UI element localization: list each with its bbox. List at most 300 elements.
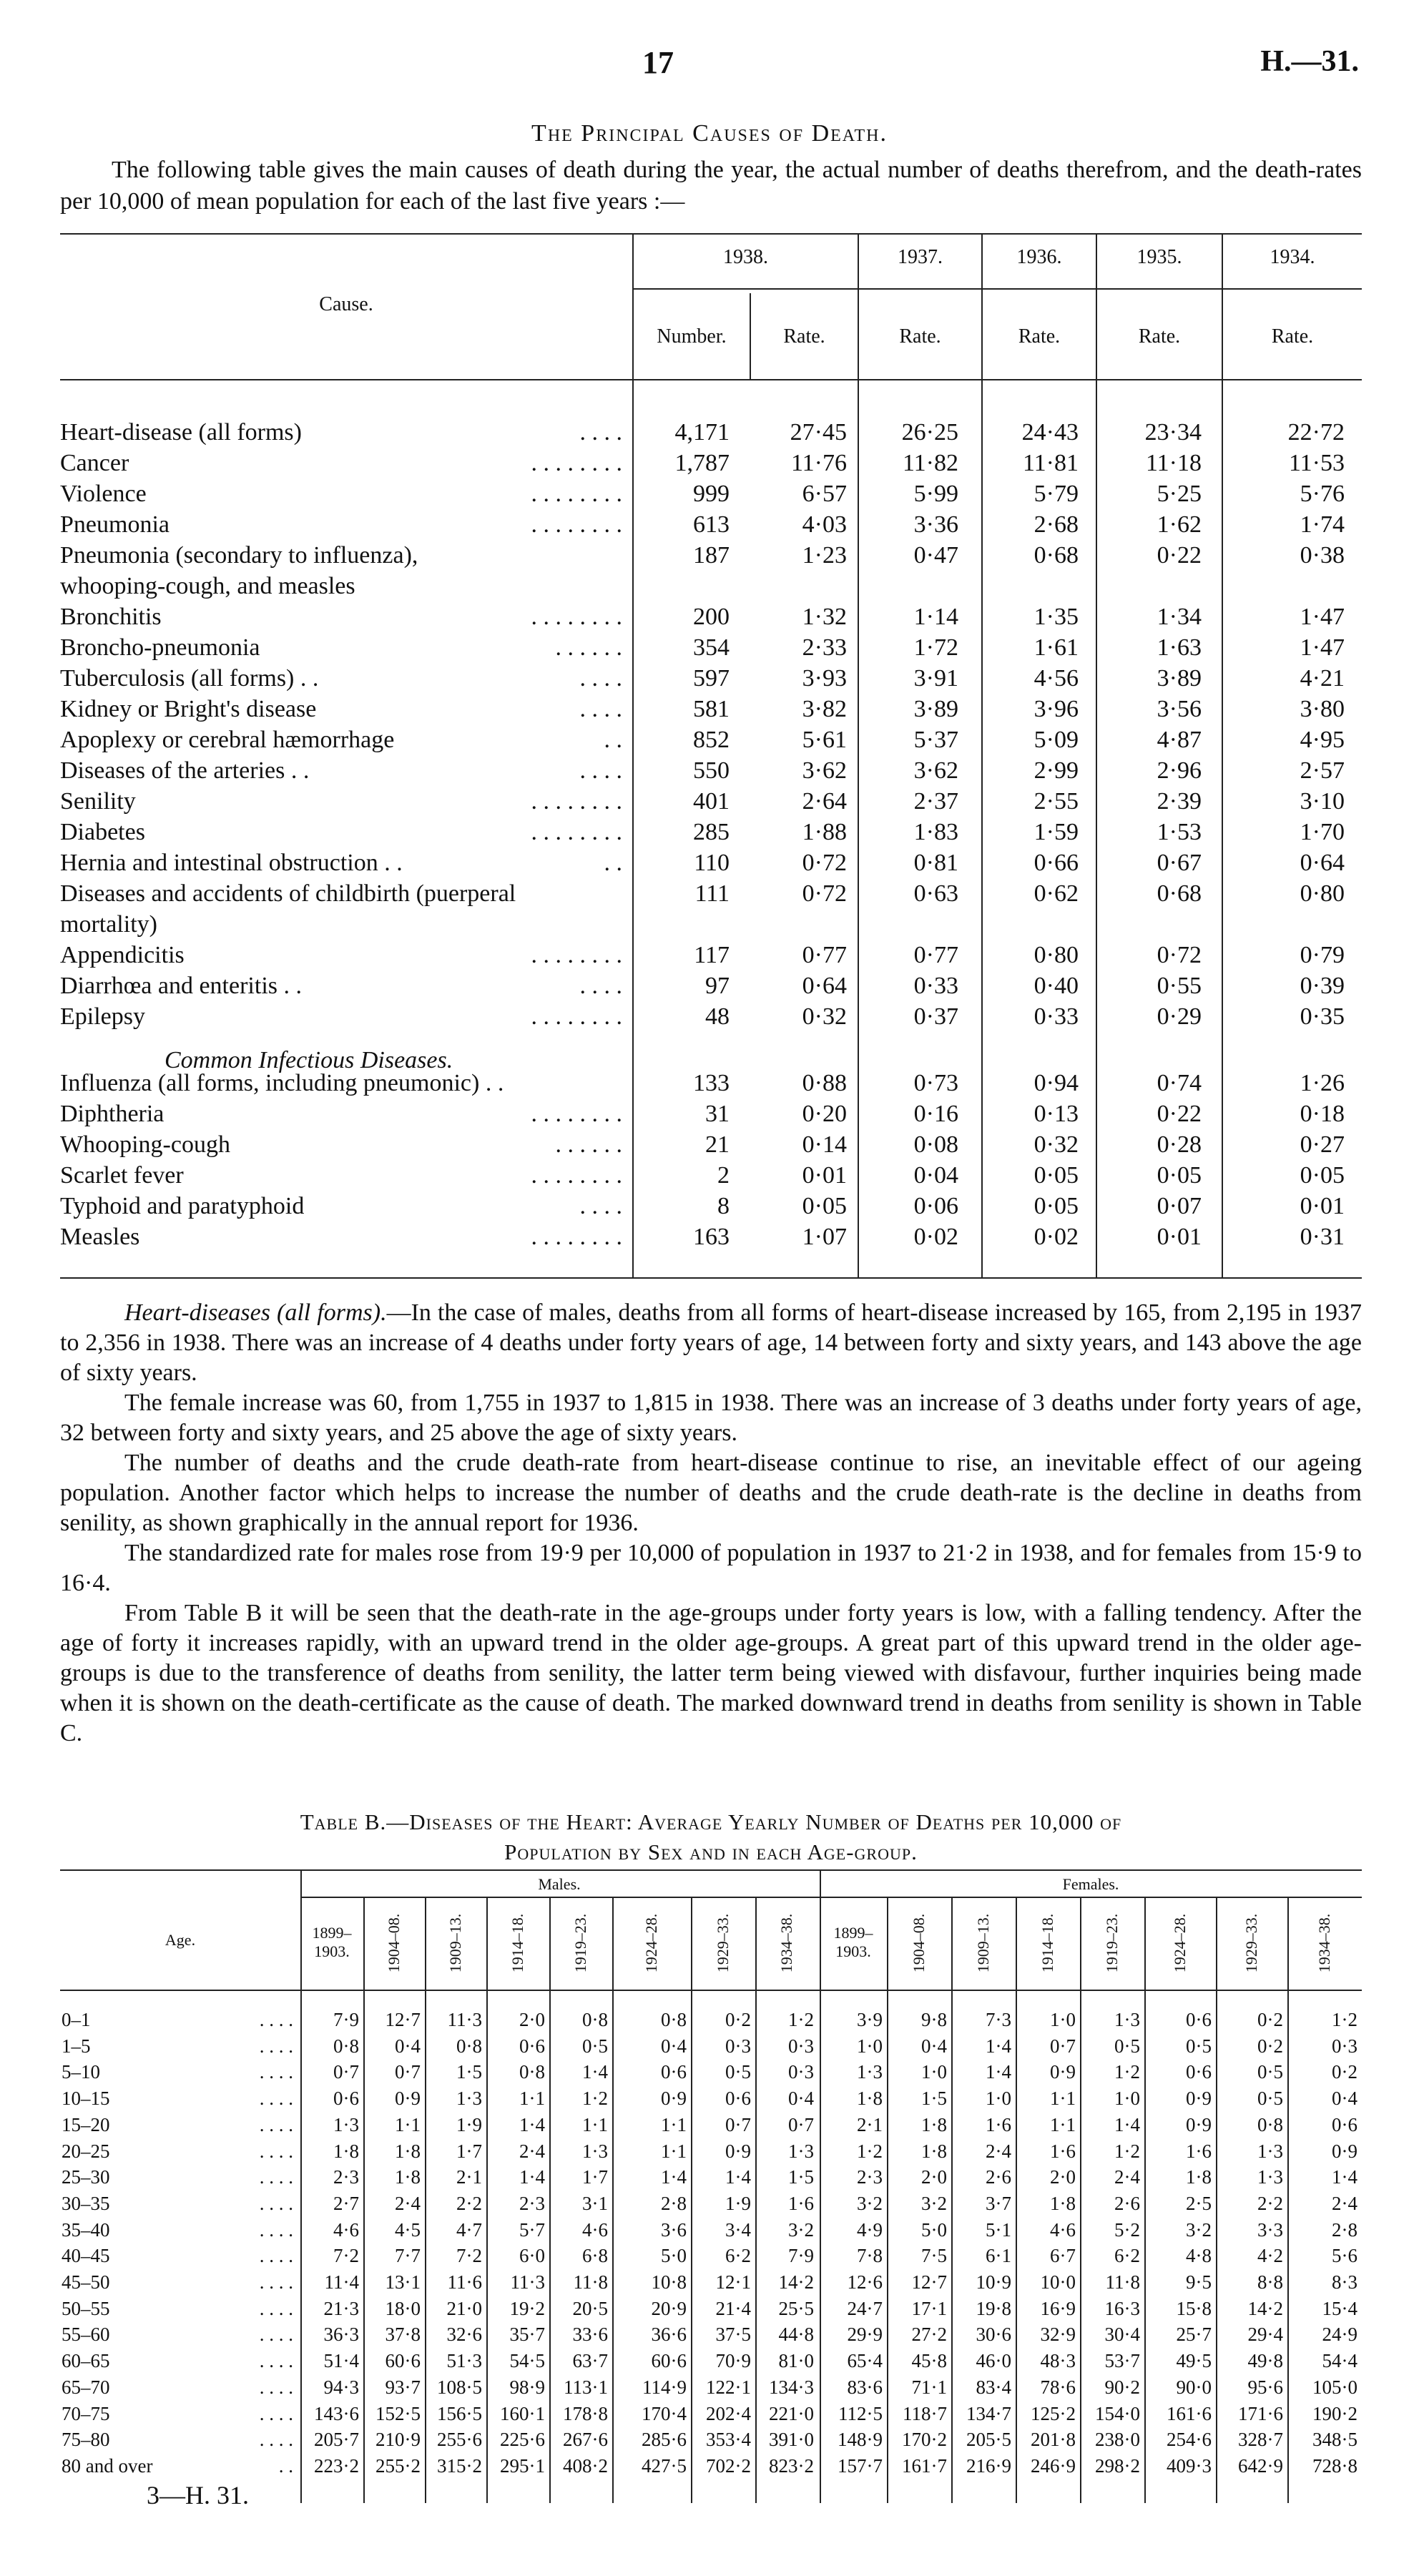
death-rate-cell: 5·99 <box>913 481 958 507</box>
death-rate-cell: 0·32 <box>1033 1131 1079 1158</box>
leader-dots: . . . . . . . . <box>531 1224 622 1250</box>
male-rate-cell: 12·1 <box>715 2271 751 2293</box>
male-rate-cell: 1·4 <box>519 2113 545 2135</box>
cause-label: Diseases of the arteries . . <box>60 757 310 784</box>
death-rate-cell: 0·05 <box>1157 1162 1202 1189</box>
age-group-label: 45–50 <box>62 2271 110 2293</box>
death-rate-cell: 2·96 <box>1157 757 1202 784</box>
death-count-cell: 285 <box>693 819 730 845</box>
death-rate-cell: 4·21 <box>1300 665 1345 692</box>
female-rate-cell: 1·0 <box>1114 2088 1140 2110</box>
death-count-cell: 581 <box>693 696 730 722</box>
age-group-label: 25–30 <box>62 2166 110 2188</box>
death-rate-cell: 0·68 <box>1033 542 1079 569</box>
death-rate-cell: 0·05 <box>1033 1193 1079 1219</box>
female-rate-cell: 112·5 <box>838 2402 883 2424</box>
intro-paragraph: The following table gives the main causes of death during the year, the actual number of deaths therefrom, and the death-rates per 10,000 of mean population for each of the last five years :— <box>60 157 1362 215</box>
death-rate-cell: 27·45 <box>790 419 847 446</box>
death-rate-cell: 0·29 <box>1157 1003 1202 1030</box>
header-year-1934: 1934. <box>1270 246 1315 268</box>
male-rate-cell: 0·6 <box>661 2061 687 2083</box>
cause-label: Apoplexy or cerebral hæmorrhage <box>60 727 395 753</box>
female-rate-cell: 1·4 <box>1114 2113 1140 2135</box>
leader-dots: . . . . <box>579 757 622 784</box>
female-rate-cell: 7·8 <box>857 2245 883 2267</box>
death-rate-cell: 1·88 <box>802 819 847 845</box>
death-rate-cell: 11·76 <box>790 450 847 476</box>
death-rate-cell: 1·59 <box>1033 819 1079 845</box>
death-rate-cell: 0·28 <box>1157 1131 1202 1158</box>
female-rate-cell: 1·2 <box>857 2140 883 2162</box>
male-rate-cell: 7·9 <box>333 2009 359 2030</box>
female-rate-cell: 1·6 <box>986 2113 1011 2135</box>
male-rate-cell: 0·4 <box>395 2035 421 2057</box>
female-rate-cell: 4·9 <box>857 2218 883 2241</box>
female-rate-cell: 1·6 <box>1186 2140 1212 2162</box>
female-rate-cell: 15·8 <box>1176 2297 1212 2319</box>
male-rate-cell: 2·2 <box>456 2192 482 2214</box>
female-rate-cell: 25·7 <box>1176 2324 1212 2346</box>
female-rate-cell: 16·9 <box>1040 2297 1076 2319</box>
female-rate-cell: 32·9 <box>1040 2324 1076 2346</box>
male-rate-cell: 0·9 <box>395 2088 421 2110</box>
female-rate-cell: 49·5 <box>1176 2350 1212 2372</box>
leader-dots: . . . . . . . . <box>531 819 622 845</box>
male-rate-cell: 44·8 <box>778 2324 814 2346</box>
death-rate-cell: 1·47 <box>1300 634 1345 661</box>
death-rate-cell: 0·01 <box>1300 1193 1345 1219</box>
male-rate-cell: 2·4 <box>519 2140 545 2162</box>
female-rate-cell: 2·8 <box>1332 2218 1357 2241</box>
female-rate-cell: 0·5 <box>1257 2061 1283 2083</box>
death-rate-cell: 3·62 <box>802 757 847 784</box>
header-males: Males. <box>538 1875 581 1893</box>
table1-col-divider <box>1096 233 1097 1277</box>
death-rate-cell: 0·13 <box>1033 1101 1079 1127</box>
female-rate-cell: 24·9 <box>1322 2324 1357 2346</box>
header-female-period: 1929–33. <box>1242 1913 1260 1973</box>
age-group-label: 70–75 <box>62 2402 110 2424</box>
death-rate-cell: 2·57 <box>1300 757 1345 784</box>
male-rate-cell: 0·8 <box>582 2009 608 2030</box>
male-rate-cell: 255·6 <box>437 2429 482 2451</box>
leader-dots: . . . . <box>259 2218 293 2241</box>
death-rate-cell: 4·56 <box>1033 665 1079 692</box>
leader-dots: . . . . . . . . <box>531 788 622 815</box>
header-age: Age. <box>165 1931 196 1949</box>
leader-dots: . . . . <box>259 2402 293 2424</box>
male-rate-cell: 221·0 <box>769 2402 814 2424</box>
age-group-label: 1–5 <box>62 2035 91 2057</box>
female-rate-cell: 10·9 <box>976 2271 1011 2293</box>
leader-dots: . . . . . . . . <box>531 942 622 968</box>
male-rate-cell: 2·3 <box>519 2192 545 2214</box>
female-rate-cell: 10·0 <box>1040 2271 1076 2293</box>
female-rate-cell: 3·2 <box>857 2192 883 2214</box>
male-rate-cell: 1·4 <box>661 2166 687 2188</box>
death-rate-cell: 11·53 <box>1288 450 1345 476</box>
female-rate-cell: 0·9 <box>1186 2113 1212 2135</box>
death-rate-cell: 0·05 <box>1300 1162 1345 1189</box>
male-rate-cell: 202·4 <box>706 2402 751 2424</box>
female-rate-cell: 728·8 <box>1312 2454 1357 2477</box>
male-rate-cell: 1·4 <box>519 2166 545 2188</box>
age-group-label: 20–25 <box>62 2140 110 2162</box>
death-rate-cell: 0·02 <box>1033 1224 1079 1250</box>
male-rate-cell: 205·7 <box>314 2429 359 2451</box>
male-rate-cell: 20·5 <box>572 2297 608 2319</box>
death-rate-cell: 0·08 <box>913 1131 958 1158</box>
cause-label: Whooping-cough <box>60 1131 230 1158</box>
table2-top-rule <box>60 1869 1362 1871</box>
male-rate-cell: 2·1 <box>456 2166 482 2188</box>
male-rate-cell: 4·6 <box>333 2218 359 2241</box>
death-rate-cell: 0·18 <box>1300 1101 1345 1127</box>
leader-dots: . . . . . . <box>555 634 622 661</box>
female-rate-cell: 409·3 <box>1167 2454 1212 2477</box>
male-rate-cell: 0·8 <box>333 2035 359 2057</box>
death-count-cell: 48 <box>705 1003 730 1030</box>
death-rate-cell: 0·07 <box>1157 1193 1202 1219</box>
header-female-period: 1904–08. <box>910 1913 928 1973</box>
header-year-1935: 1935. <box>1136 246 1182 268</box>
male-rate-cell: 54·5 <box>509 2350 545 2372</box>
death-rate-cell: 0·39 <box>1300 973 1345 999</box>
death-rate-cell: 1·34 <box>1157 604 1202 630</box>
age-group-label: 80 and over <box>62 2454 153 2477</box>
death-rate-cell: 2·68 <box>1033 511 1079 538</box>
death-rate-cell: 1·14 <box>913 604 958 630</box>
female-rate-cell: 1·3 <box>857 2061 883 2083</box>
male-rate-cell: 2·8 <box>661 2192 687 2214</box>
female-rate-cell: 238·0 <box>1095 2429 1140 2451</box>
male-rate-cell: 6·0 <box>519 2245 545 2267</box>
male-rate-cell: 14·2 <box>778 2271 814 2293</box>
cause-label: Appendicitis <box>60 942 185 968</box>
death-rate-cell: 2·37 <box>913 788 958 815</box>
male-rate-cell: 37·8 <box>385 2324 421 2346</box>
death-rate-cell: 1·23 <box>802 542 847 569</box>
female-rate-cell: 1·3 <box>1257 2140 1283 2162</box>
female-rate-cell: 0·9 <box>1186 2088 1212 2110</box>
female-rate-cell: 2·4 <box>1114 2166 1140 2188</box>
death-rate-cell: 1·63 <box>1157 634 1202 661</box>
cause-label: Hernia and intestinal obstruction . . <box>60 850 403 876</box>
age-group-label: 30–35 <box>62 2192 110 2214</box>
male-rate-cell: 0·7 <box>395 2061 421 2083</box>
male-rate-cell: 7·2 <box>456 2245 482 2267</box>
cause-label: Heart-disease (all forms) <box>60 419 302 446</box>
female-rate-cell: 90·0 <box>1176 2376 1212 2398</box>
female-rate-cell: 154·0 <box>1095 2402 1140 2424</box>
age-group-label: 75–80 <box>62 2429 110 2451</box>
header-male-period: 1904–08. <box>385 1913 403 1973</box>
age-group-label: 65–70 <box>62 2376 110 2398</box>
death-rate-cell: 0·04 <box>913 1162 958 1189</box>
death-rate-cell: 0·02 <box>913 1224 958 1250</box>
male-rate-cell: 11·6 <box>447 2271 482 2293</box>
header-cause: Cause. <box>319 293 373 315</box>
female-rate-cell: 24·7 <box>847 2297 883 2319</box>
table1-col-divider <box>1222 233 1223 1277</box>
death-rate-cell: 0·67 <box>1157 850 1202 876</box>
female-rate-cell: 30·6 <box>976 2324 1011 2346</box>
death-rate-cell: 0·38 <box>1300 542 1345 569</box>
female-rate-cell: 65·4 <box>847 2350 883 2372</box>
male-rate-cell: 2·7 <box>333 2192 359 2214</box>
male-rate-cell: 1·8 <box>333 2140 359 2162</box>
death-rate-cell: 4·87 <box>1157 727 1202 753</box>
death-rate-cell: 0·94 <box>1033 1070 1079 1096</box>
leader-dots: . . . . <box>579 665 622 692</box>
death-count-cell: 852 <box>693 727 730 753</box>
male-rate-cell: 1·5 <box>788 2166 814 2188</box>
death-rate-cell: 0·72 <box>802 850 847 876</box>
female-rate-cell: 3·3 <box>1257 2218 1283 2241</box>
cause-label: Cancer <box>60 450 129 476</box>
female-rate-cell: 1·4 <box>986 2061 1011 2083</box>
female-rate-cell: 19·8 <box>976 2297 1011 2319</box>
female-rate-cell: 161·6 <box>1167 2402 1212 2424</box>
death-rate-cell: 3·89 <box>913 696 958 722</box>
male-rate-cell: 51·3 <box>446 2350 482 2372</box>
death-rate-cell: 1·83 <box>913 819 958 845</box>
death-count-cell: 4,171 <box>674 419 730 446</box>
female-rate-cell: 49·8 <box>1247 2350 1283 2372</box>
death-rate-cell: 3·89 <box>1157 665 1202 692</box>
male-rate-cell: 1·1 <box>661 2113 687 2135</box>
male-rate-cell: 0·6 <box>725 2088 751 2110</box>
header-male-period: 1934–38. <box>777 1913 795 1973</box>
female-rate-cell: 53·7 <box>1104 2350 1140 2372</box>
male-rate-cell: 35·7 <box>509 2324 545 2346</box>
male-rate-cell: 152·5 <box>375 2402 421 2424</box>
male-rate-cell: 0·4 <box>788 2088 814 2110</box>
death-rate-cell: 0·22 <box>1157 542 1202 569</box>
death-rate-cell: 0·77 <box>802 942 847 968</box>
female-rate-cell: 1·8 <box>921 2113 947 2135</box>
female-rate-cell: 0·6 <box>1186 2009 1212 2030</box>
female-rate-cell: 190·2 <box>1312 2402 1357 2424</box>
header-year-1936: 1936. <box>1016 246 1062 268</box>
table2-title-line2: Population by Sex and in each Age-group. <box>504 1839 918 1864</box>
female-rate-cell: 0·4 <box>1332 2088 1357 2110</box>
female-rate-cell: 11·8 <box>1105 2271 1140 2293</box>
cause-label: Kidney or Bright's disease <box>60 696 317 722</box>
death-rate-cell: 2·99 <box>1033 757 1079 784</box>
death-rate-cell: 0·79 <box>1300 942 1345 968</box>
female-rate-cell: 29·9 <box>847 2324 883 2346</box>
death-rate-cell: 0·40 <box>1033 973 1079 999</box>
female-rate-cell: 9·8 <box>921 2009 947 2030</box>
female-rate-cell: 7·3 <box>986 2009 1011 2030</box>
death-count-cell: 21 <box>705 1131 730 1158</box>
male-rate-cell: 1·3 <box>333 2113 359 2135</box>
female-rate-cell: 170·2 <box>902 2429 947 2451</box>
male-rate-cell: 1·7 <box>456 2140 482 2162</box>
death-rate-cell: 1·07 <box>802 1224 847 1250</box>
death-rate-cell: 0·33 <box>913 973 958 999</box>
death-rate-cell: 0·77 <box>913 942 958 968</box>
cause-label: Scarlet fever <box>60 1162 184 1189</box>
female-rate-cell: 3·9 <box>857 2009 883 2030</box>
male-rate-cell: 21·3 <box>323 2297 359 2319</box>
death-rate-cell: 3·93 <box>802 665 847 692</box>
male-rate-cell: 156·5 <box>437 2402 482 2424</box>
death-rate-cell: 5·79 <box>1033 481 1079 507</box>
male-rate-cell: 427·5 <box>642 2454 687 2477</box>
male-rate-cell: 6·2 <box>725 2245 751 2267</box>
female-rate-cell: 1·0 <box>986 2088 1011 2110</box>
female-rate-cell: 0·2 <box>1257 2035 1283 2057</box>
cause-label: Diabetes <box>60 819 145 845</box>
header-year-1937: 1937. <box>898 246 943 268</box>
death-rate-cell: 0·64 <box>802 973 847 999</box>
male-rate-cell: 1·7 <box>582 2166 608 2188</box>
male-rate-cell: 108·5 <box>437 2376 482 2398</box>
male-rate-cell: 32·6 <box>446 2324 482 2346</box>
death-rate-cell: 2·33 <box>802 634 847 661</box>
male-rate-cell: 5·7 <box>519 2218 545 2241</box>
male-rate-cell: 1·3 <box>456 2088 482 2110</box>
paragraph-heart-disease <box>60 1298 1362 1388</box>
death-rate-cell: 3·82 <box>802 696 847 722</box>
male-rate-cell: 1·3 <box>788 2140 814 2162</box>
death-rate-cell: 5·09 <box>1033 727 1079 753</box>
death-rate-cell: 0·05 <box>1033 1162 1079 1189</box>
cause-label: Typhoid and paratyphoid <box>60 1193 305 1219</box>
male-rate-cell: 0·8 <box>456 2035 482 2057</box>
death-rate-cell: 11·82 <box>902 450 958 476</box>
male-rate-cell: 0·7 <box>333 2061 359 2083</box>
death-rate-cell: 0·80 <box>1033 942 1079 968</box>
male-rate-cell: 4·7 <box>456 2218 482 2241</box>
male-rate-cell: 0·3 <box>788 2035 814 2057</box>
header-female-period: 1899–1903. <box>833 1924 873 1960</box>
death-rate-cell: 1·32 <box>802 604 847 630</box>
female-rate-cell: 157·7 <box>838 2454 883 2477</box>
leader-dots: . . . . <box>259 2429 293 2451</box>
leader-dots: . . . . <box>259 2009 293 2030</box>
female-rate-cell: 1·8 <box>1186 2166 1212 2188</box>
male-rate-cell: 0·2 <box>725 2009 751 2030</box>
male-rate-cell: 0·9 <box>661 2088 687 2110</box>
female-rate-cell: 12·7 <box>911 2271 947 2293</box>
leader-dots: . . <box>604 850 622 876</box>
female-rate-cell: 48·3 <box>1040 2350 1076 2372</box>
leader-dots: . . <box>278 2454 293 2477</box>
header-year-1938: 1938. <box>723 246 768 268</box>
male-rate-cell: 1·3 <box>582 2140 608 2162</box>
female-rate-cell: 90·2 <box>1104 2376 1140 2398</box>
death-count-cell: 133 <box>693 1070 730 1096</box>
leader-dots: . . . . <box>259 2140 293 2162</box>
female-rate-cell: 2·1 <box>857 2113 883 2135</box>
leader-dots: . . . . <box>259 2192 293 2214</box>
male-rate-cell: 21·0 <box>446 2297 482 2319</box>
death-rate-cell: 0·68 <box>1157 880 1202 907</box>
male-rate-cell: 295·1 <box>500 2454 545 2477</box>
death-rate-cell: 0·20 <box>802 1101 847 1127</box>
header-female-period: 1914–18. <box>1039 1913 1056 1973</box>
male-rate-cell: 2·0 <box>519 2009 545 2030</box>
header-rate-1935: Rate. <box>1138 325 1181 348</box>
death-rate-cell: 0·06 <box>913 1193 958 1219</box>
header-male-period: 1924–28. <box>642 1913 660 1973</box>
leader-dots: . . . . <box>259 2113 293 2135</box>
male-rate-cell: 223·2 <box>314 2454 359 2477</box>
male-rate-cell: 18·0 <box>385 2297 421 2319</box>
female-rate-cell: 0·4 <box>921 2035 947 2057</box>
cause-label: Broncho-pneumonia <box>60 634 260 661</box>
leader-dots: . . . . <box>259 2350 293 2372</box>
female-rate-cell: 1·8 <box>857 2088 883 2110</box>
cause-label: Influenza (all forms, including pneumonic) . . <box>60 1070 504 1096</box>
age-group-label: 40–45 <box>62 2245 110 2267</box>
female-rate-cell: 46·0 <box>976 2350 1011 2372</box>
female-rate-cell: 3·2 <box>921 2192 947 2214</box>
female-rate-cell: 8·8 <box>1257 2271 1283 2293</box>
leader-dots: . . <box>604 727 622 753</box>
female-rate-cell: 6·1 <box>986 2245 1011 2267</box>
female-rate-cell: 4·8 <box>1186 2245 1212 2267</box>
death-rate-cell: 0·55 <box>1157 973 1202 999</box>
female-rate-cell: 1·8 <box>1050 2192 1076 2214</box>
female-rate-cell: 171·6 <box>1238 2402 1283 2424</box>
male-rate-cell: 10·8 <box>651 2271 687 2293</box>
male-rate-cell: 0·3 <box>725 2035 751 2057</box>
death-rate-cell: 3·36 <box>913 511 958 538</box>
male-rate-cell: 93·7 <box>385 2376 421 2398</box>
female-rate-cell: 348·5 <box>1312 2429 1357 2451</box>
leader-dots: . . . . <box>259 2166 293 2188</box>
leader-dots: . . . . <box>259 2035 293 2057</box>
death-rate-cell: 4·03 <box>802 511 847 538</box>
paragraph-heading: Heart-diseases (all forms). <box>124 1299 387 1326</box>
female-rate-cell: 1·5 <box>921 2088 947 2110</box>
female-rate-cell: 254·6 <box>1167 2429 1212 2451</box>
male-rate-cell: 1·1 <box>395 2113 421 2135</box>
female-rate-cell: 1·4 <box>1332 2166 1357 2188</box>
cause-label: Violence <box>60 481 147 507</box>
cause-label: mortality) <box>60 911 157 938</box>
male-rate-cell: 0·3 <box>788 2061 814 2083</box>
death-rate-cell: 0·64 <box>1300 850 1345 876</box>
female-rate-cell: 78·6 <box>1040 2376 1076 2398</box>
male-rate-cell: 5·0 <box>661 2245 687 2267</box>
female-rate-cell: 83·6 <box>847 2376 883 2398</box>
header-female-period: 1924–28. <box>1171 1913 1189 1973</box>
female-rate-cell: 1·0 <box>921 2061 947 2083</box>
male-rate-cell: 1·2 <box>788 2009 814 2030</box>
male-rate-cell: 1·6 <box>788 2192 814 2214</box>
female-rate-cell: 2·0 <box>1050 2166 1076 2188</box>
female-rate-cell: 4·2 <box>1257 2245 1283 2267</box>
male-rate-cell: 1·8 <box>395 2140 421 2162</box>
death-rate-cell: 0·73 <box>913 1070 958 1096</box>
female-rate-cell: 246·9 <box>1031 2454 1076 2477</box>
female-rate-cell: 8·3 <box>1332 2271 1357 2293</box>
female-rate-cell: 118·7 <box>903 2402 947 2424</box>
death-rate-cell: 26·25 <box>901 419 958 446</box>
paragraph-ageing: The number of deaths and the crude death-rate from heart-disease continue to rise, an inevitable effect of our ageing population. Another factor which helps to increase the number of deaths and the crude death-rate is the decline in deaths from senility, as shown graphically in the annual report for 1936. <box>60 1450 1362 1536</box>
death-rate-cell: 3·10 <box>1300 788 1345 815</box>
female-rate-cell: 14·2 <box>1247 2297 1283 2319</box>
table1-bottom-rule <box>60 1277 1362 1279</box>
header-rate-1937: Rate. <box>899 325 941 348</box>
death-rate-cell: 5·25 <box>1157 481 1202 507</box>
death-rate-cell: 0·33 <box>1033 1003 1079 1030</box>
